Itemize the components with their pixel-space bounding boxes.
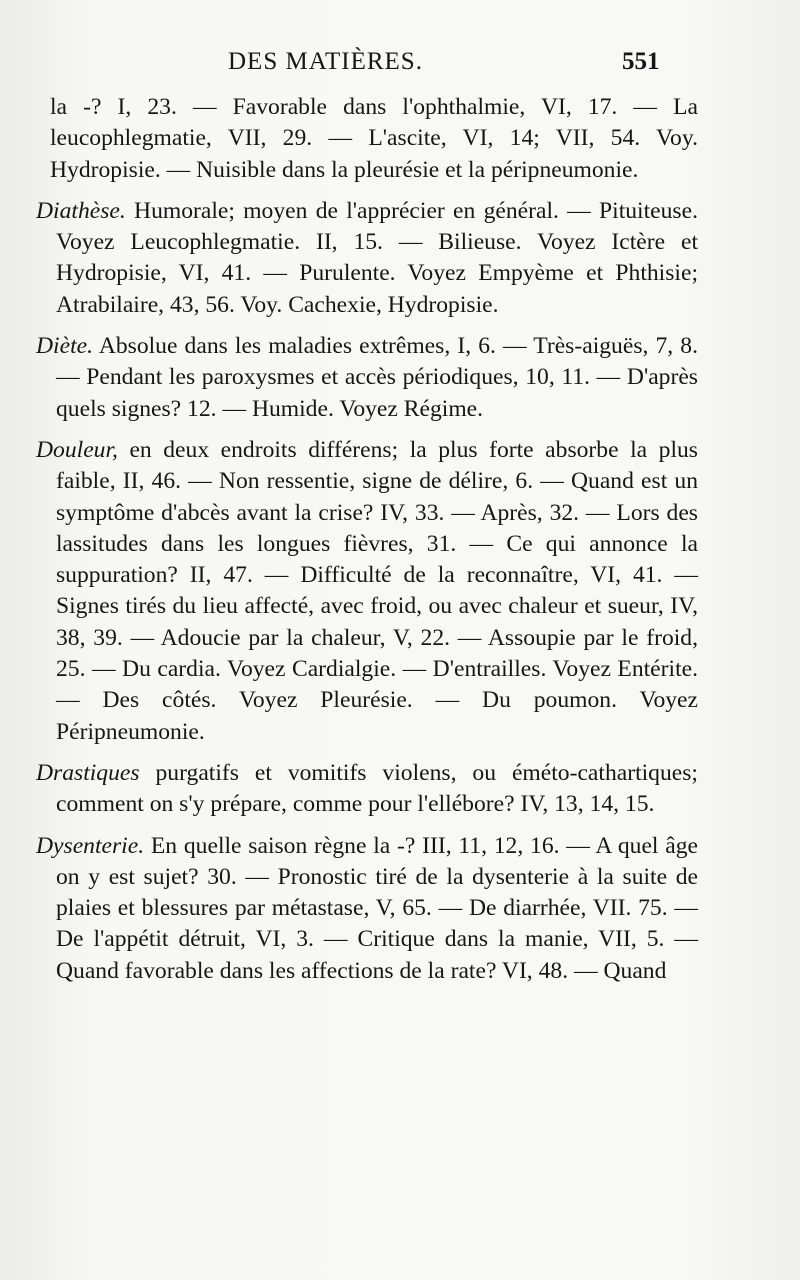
page-header <box>0 48 800 84</box>
index-entry <box>36 435 698 748</box>
index-entry <box>36 758 698 821</box>
entry-text: la -? I, 23. — Favorable dans l'ophthalmie, VI, 17. — La leucophlegmatie, VII, 29. — L'ascite, VI, 14; VII, 54. Voy. Hydropisie. — Nuisible dans la pleurésie et la péripneumonie. <box>50 94 698 183</box>
index-entry <box>36 831 698 987</box>
page-number: 551 <box>622 48 660 75</box>
index-entry <box>36 92 698 186</box>
index-entry <box>36 331 698 425</box>
entry-text: Absolue dans les maladies extrêmes, I, 6. — Très-aiguës, 7, 8. — Pendant les paroxysmes et accès périodiques, 10, 11. — D'après quels signes? 12. — Humide. Voyez Régime. <box>56 333 698 422</box>
entry-text: purgatifs et vomitifs violens, ou éméto-cathartiques; comment on s'y prépare, comme pour l'ellébore? IV, 13, 14, 15. <box>56 759 698 818</box>
index-body <box>36 92 698 997</box>
entry-text: En quelle saison règne la -? III, 11, 12, 16. — A quel âge on y est sujet? 30. — Pronostic tiré de la dysenterie à la suite de plaies et blessures par métastase, V, 65. — De diarrhée, VII. 75. — De l'appétit détruit, VI, 3. — Critique dans la manie, VII, 5. — Quand favorable dans les affections de la rate? VI, 48. — Quand <box>56 832 698 984</box>
entry-text: en deux endroits différens; la plus forte absorbe la plus faible, II, 46. — Non ressentie, signe de délire, 6. — Quand est un symptôme d'abcès avant la crise? IV, 33. — Après, 32. — Lors des lassitudes dans les longues fièvres, 31. — Ce qui annonce la suppuration? II, 47. — Difficulté de la reconnaître, VI, 41. — Signes tirés du lieu affecté, avec froid, ou avec chaleur et sueur, IV, 38, 39. — Adoucie par la chaleur, V, 22. — Assoupie par le froid, 25. — Du cardia. Voyez Cardialgie. — D'entrailles. Voyez Entérite. — Des côtés. Voyez Pleurésie. — Du poumon. Voyez Péripneumonie. <box>56 436 698 745</box>
entry-head: Diète. <box>36 333 93 360</box>
index-entry <box>36 196 698 321</box>
entry-head: Diathèse. <box>36 197 126 224</box>
entry-head: Douleur, <box>36 436 118 463</box>
entry-text: Humorale; moyen de l'apprécier en général. — Pituiteuse. Voyez Leucophlegmatie. II, 15. — Bilieuse. Voyez Ictère et Hydropisie, VI, 41. — Purulente. Voyez Empyème et Phthisie; Atrabilaire, 43, 56. Voy. Cachexie, Hydropisie. <box>56 197 698 318</box>
entry-head: Dysenterie. <box>36 832 145 859</box>
entry-head: Drastiques <box>36 759 140 786</box>
running-title: DES MATIÈRES. <box>228 48 423 75</box>
